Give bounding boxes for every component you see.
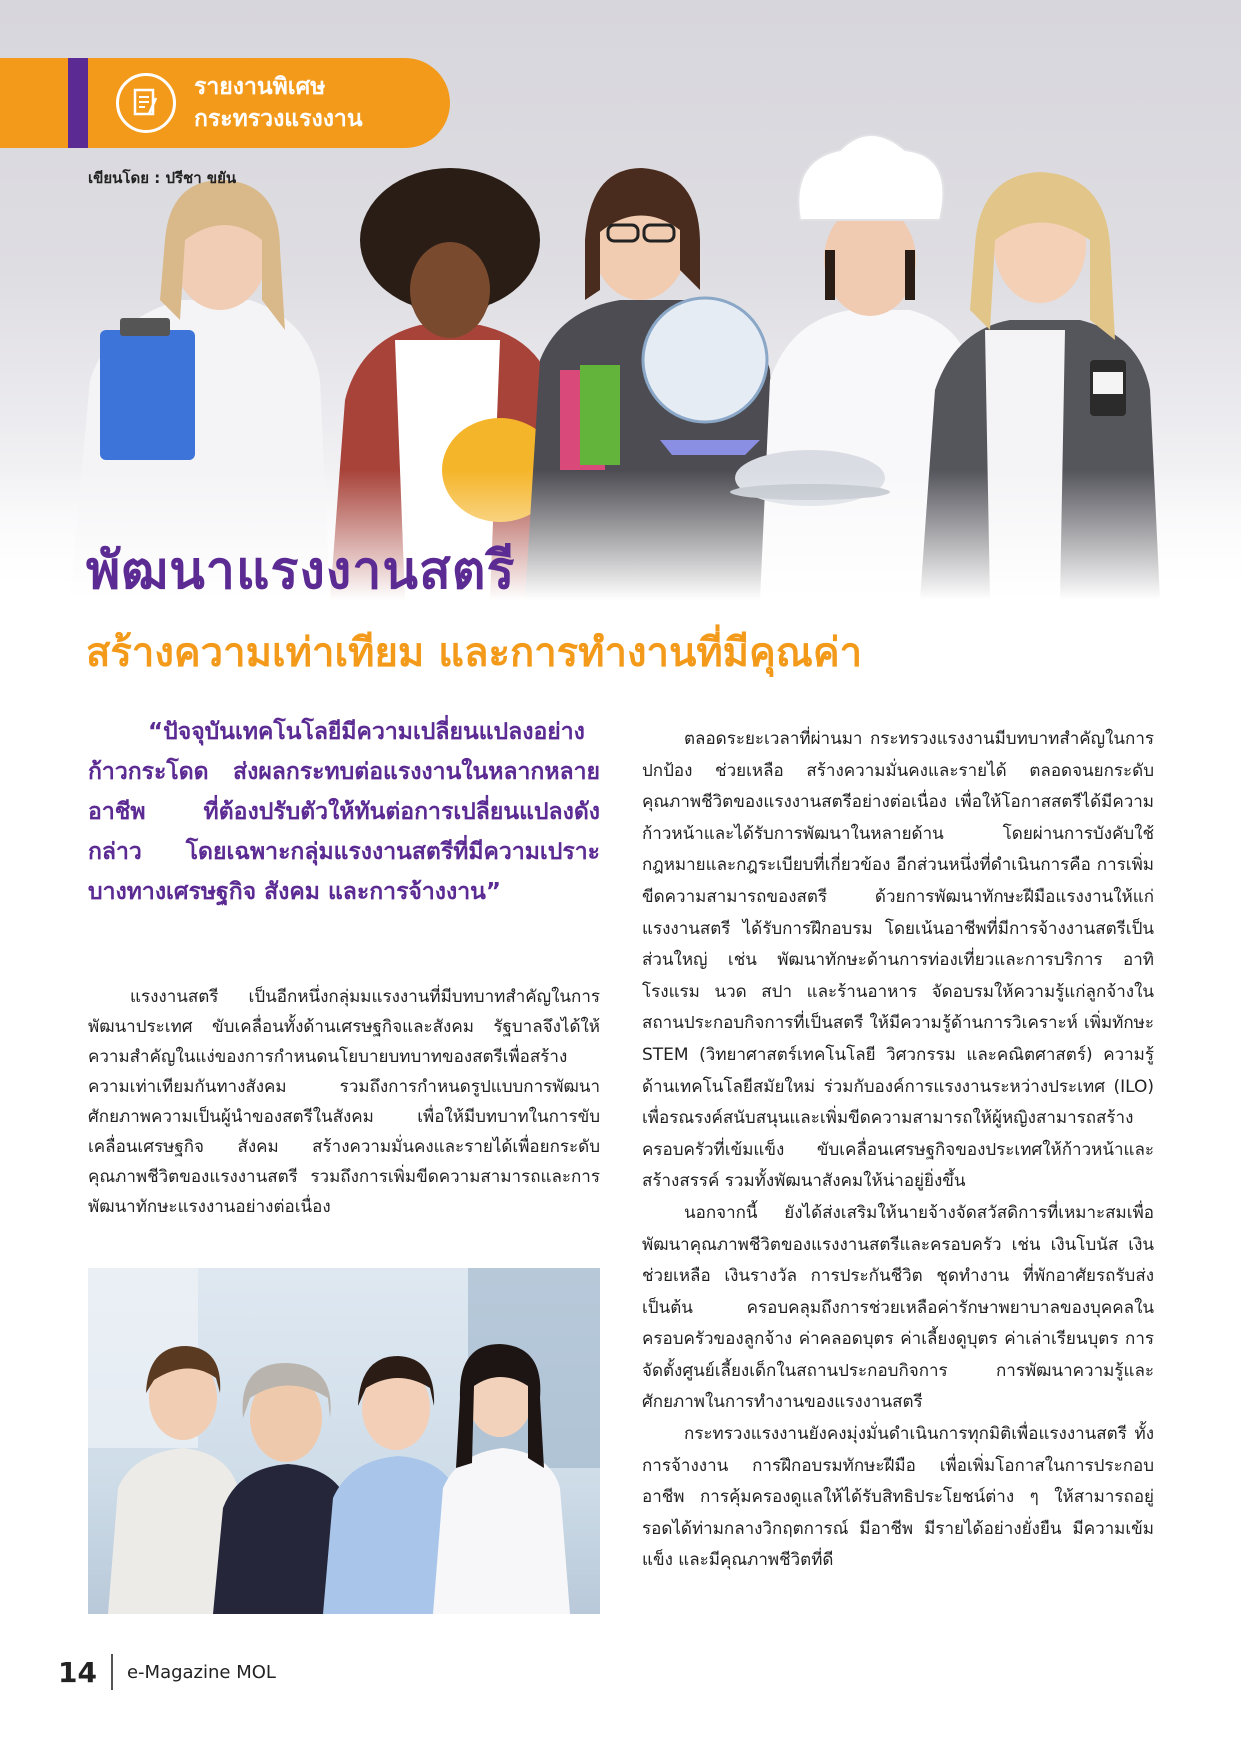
right-paragraph-2: นอกจากนี้ ยังได้ส่งเสริมให้นายจ้างจัดสวัสดิการที่เหมาะสมเพื่อพัฒนาคุณภาพชีวิตของแรงงานสตรีและครอบครัว เช่น เงินโบนัส เงินช่วยเหลือ เงินรางวัล การประกันชีวิต ชุดทำงาน ที่พักอาศัยรถรับส่ง เป็นต้น ครอบคลุมถึงการช่วยเหลือค่ารักษาพยาบาลของบุคคลในครอบครัวของลูกจ้าง ค่าคลอดบุตร ค่าเลี้ยงดูบุตร ค่าเล่าเรียนบุตร การจัดตั้งศูนย์เลี้ยงเด็กในสถานประกอบกิจการ การพัฒนาความรู้และศักยภาพในการทำงานของแรงงานสตรี	[642, 1202, 1154, 1413]
magazine-name: e-Magazine MOL	[126, 1661, 276, 1683]
group-photo	[88, 1268, 600, 1614]
left-paragraph: แรงงานสตรี เป็นอีกหนึ่งกลุ่มมแรงงานที่มีบทบาทสำคัญในการพัฒนาประเทศ ขับเคลื่อนทั้งด้านเศรษฐกิจและสังคม รัฐบาลจึงได้ให้ความสำคัญในแง่ของการกำหนดนโยบายบทบาทของสตรีเพื่อสร้างความเท่าเทียมกันทางสังคม รวมถึงการกำหนดรูปแบบการพัฒนาศักยภาพความเป็นผู้นำของสตรีในสังคม เพื่อให้มีบทบาทในการขับเคลื่อนเศรษฐกิจ สังคม สร้างความมั่นคงและรายได้เพื่อยกระดับคุณภาพชีวิตของแรงงานสตรี รวมถึงการเพิ่มขีดความสามารถและการพัฒนาทักษะแรงงานอย่างต่อเนื่อง	[88, 987, 600, 1217]
page-number: 14	[58, 1655, 97, 1689]
four-women-illustration	[88, 1268, 600, 1614]
tag-body	[88, 58, 450, 148]
document-icon	[116, 73, 176, 133]
right-paragraph-1: ตลอดระยะเวลาที่ผ่านมา กระทรวงแรงงานมีบทบาทสำคัญในการปกป้อง ช่วยเหลือ สร้างความมั่นคงและรายได้ ตลอดจนยกระดับคุณภาพชีวิตของแรงงานสตรีอย่างต่อเนื่อง เพื่อให้โอกาสสตรีได้มีความก้าวหน้าและได้รับการพัฒนาในหลายด้าน โดยผ่านการบังคับใช้กฎหมายและกฎระเบียบที่เกี่ยวข้อง อีกส่วนหนึ่งที่ดำเนินการคือ การเพิ่มขีดความสามารถของสตรี ด้วยการพัฒนาทักษะฝีมือแรงงานให้แก่แรงงานสตรี ได้รับการฝึกอบรม โดยเน้นอาชีพที่มีการจ้างงานสตรีเป็นส่วนใหญ่ เช่น พัฒนาทักษะด้านการท่องเที่ยวและการบริการ อาทิ โรงแรม นวด สปา และร้านอาหาร จัดอบรมให้ความรู้แก่ลูกจ้างในสถานประกอบกิจการที่เป็นสตรี ให้มีความรู้ด้านการวิเคราะห์ เพิ่มทักษะ STEM (วิทยาศาสตร์เทคโนโลยี วิศวกรรม และคณิตศาสตร์) ความรู้ด้านเทคโนโลยีสมัยใหม่ ร่วมกับองค์การแรงงานระหว่างประเทศ (ILO) เพื่อรณรงค์สนับสนุนและเพิ่มขีดความสามารถให้ผู้หญิงสามารถสร้างครอบครัวที่เข้มแข็ง ขับเคลื่อนเศรษฐกิจของประเทศให้ก้าวหน้าและสร้างสรรค์ รวมทั้งพัฒนาสังคมให้น่าอยู่ยิ่งขึ้น	[642, 729, 1154, 1192]
tag-accent-bar	[68, 58, 88, 148]
page-subtitle: สร้างความเท่าเทียม และการทำงานที่มีคุณค่า	[86, 630, 863, 676]
tag-left-strip	[0, 58, 68, 148]
page-footer	[58, 1654, 276, 1690]
pull-quote: “ปัจจุบันเทคโนโลยีมีความเปลี่ยนแปลงอย่างก้าวกระโดด ส่งผลกระทบต่อแรงงานในหลากหลายอาชีพ ที่ต้องปรับตัวให้ทันต่อการเปลี่ยนแปลงดังกล่าว โดยเฉพาะกลุ่มแรงงานสตรีที่มีความเปราะบางทางเศรษฐกิจ สังคม และการจ้างงาน”	[88, 719, 600, 905]
tag-line2: กระทรวงแรงงาน	[194, 106, 363, 132]
right-paragraph-3: กระทรวงแรงงานยังคงมุ่งมั่นดำเนินการทุกมิติเพื่อแรงงานสตรี ทั้งการจ้างงาน การฝึกอบรมทักษะฝีมือ เพื่อเพิ่มโอกาสในการประกอบอาชีพ การคุ้มครองดูแลให้ได้รับสิทธิประโยชน์ต่าง ๆ ให้สามารถอยู่รอดได้ท่ามกลางวิกฤตการณ์ มีอาชีพ มีรายได้อย่างยั่งยืน มีความเข้มแข็ง และมีคุณภาพชีวิตที่ดี	[642, 1424, 1154, 1571]
byline: เขียนโดย : ปรีชา ขยัน	[88, 169, 237, 187]
page-title: พัฒนาแรงงานสตรี	[86, 541, 516, 601]
tag-line1: รายงานพิเศษ	[194, 74, 326, 100]
section-tag	[68, 58, 450, 148]
right-column	[642, 724, 1154, 1577]
footer-divider	[111, 1654, 113, 1690]
